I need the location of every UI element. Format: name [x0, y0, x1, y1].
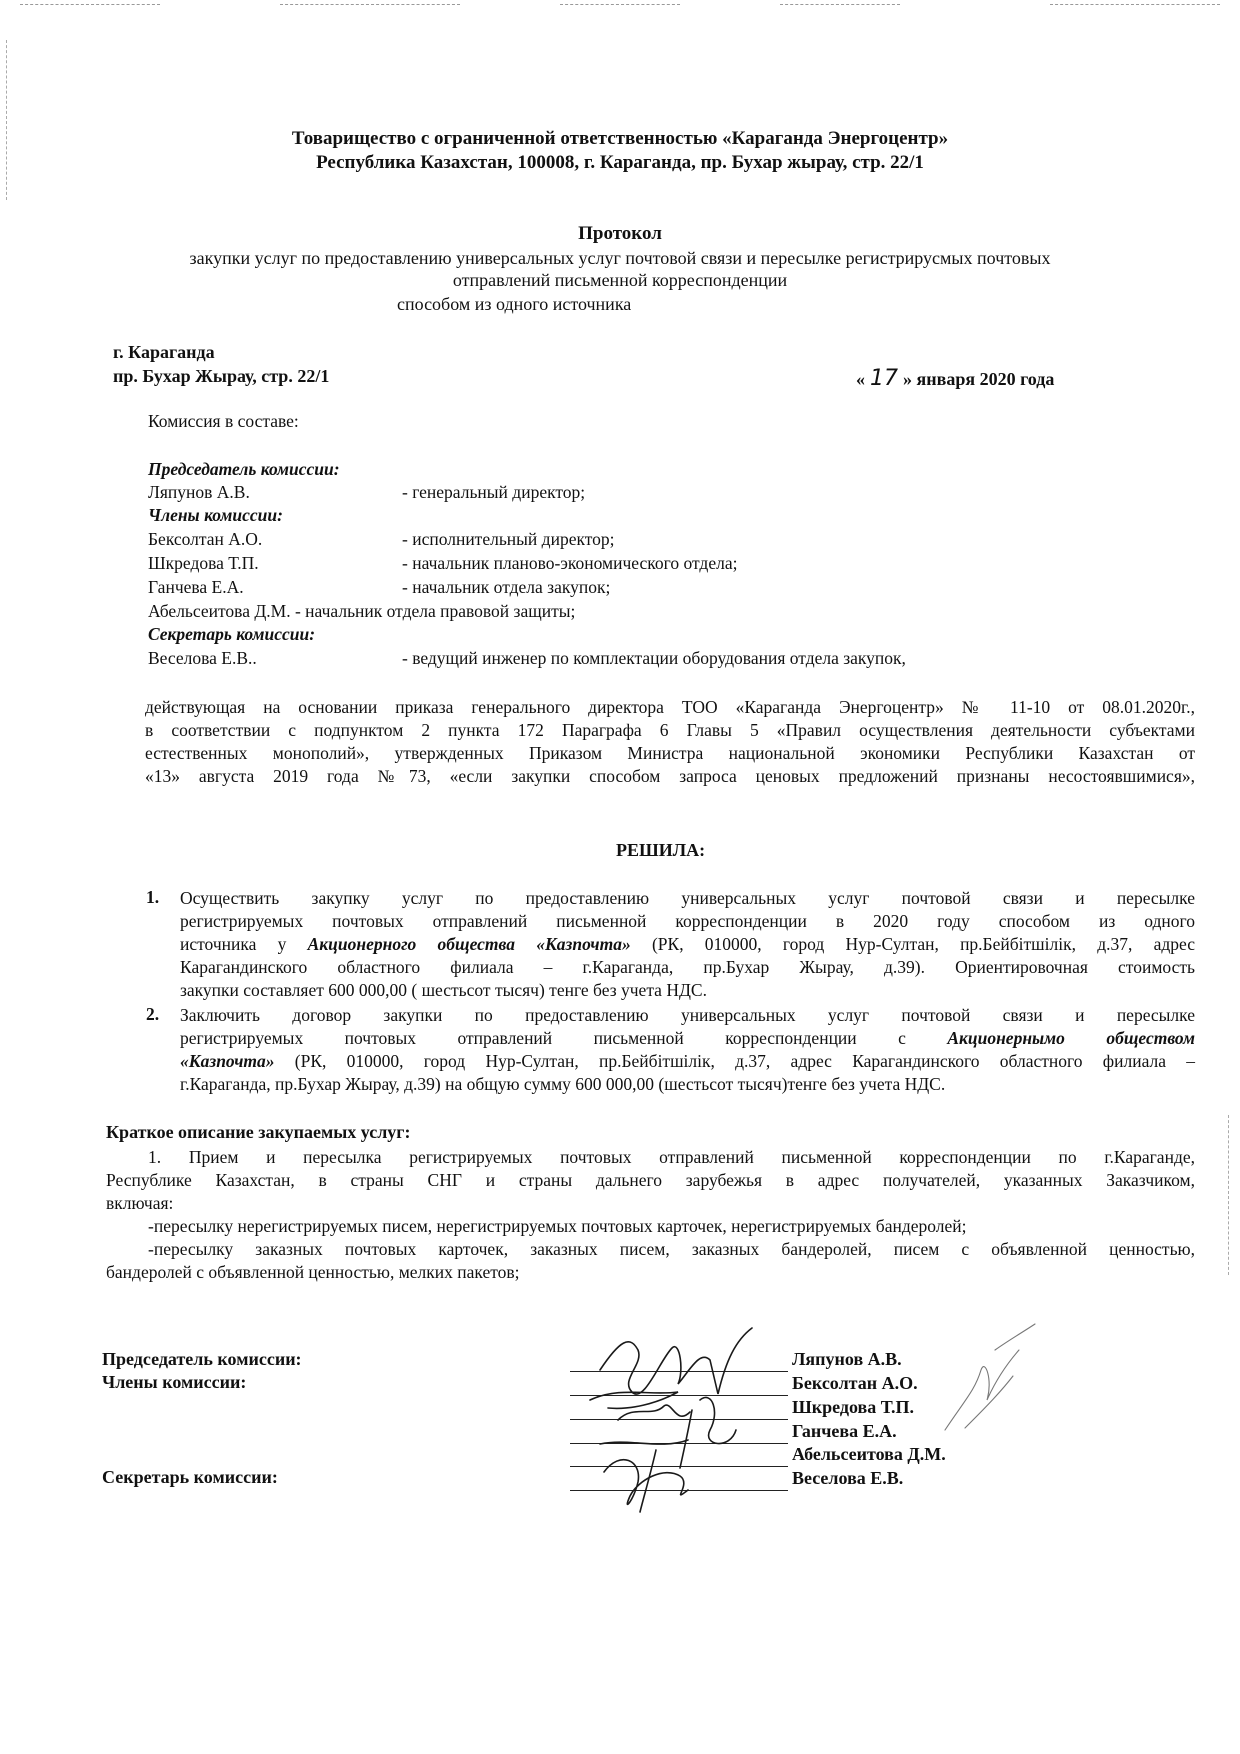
chair-role: - генеральный директор; — [402, 482, 586, 502]
handwritten-day: 17 — [870, 366, 898, 391]
scan-artifact-right — [1228, 1115, 1229, 1275]
scan-artifact-top — [20, 4, 160, 5]
secretary-name: Веселова Е.В.. — [148, 648, 257, 668]
decision-item-1: Осуществить закупку услуг по предоставлению универсальных услуг почтовой связи и пересылке регистрируемых почтовых отправлений письменной корреспонденции в 2020 году способом из одного источника у Акционерного общества «Казпочта» (РК, 010000, город Нур-Султан, пр.Бейбітшілік, д.37, адрес Карагандинского областного филиала – г.Караганда, пр.Бухар Жырау, д.39). Ориентировочная стоимость закупки составляет 600 000,00 ( шестьсот тысяч) тенге без учета НДС. — [180, 888, 1195, 1000]
supplier-name: Акционернымо обществом — [947, 1028, 1195, 1048]
organization-name: Товарищество с ограниченной ответственностью «Караганда Энергоцентр» — [291, 128, 949, 149]
scan-artifact-top — [560, 4, 680, 5]
member-name: Шкредова Т.П. — [148, 553, 259, 573]
member-name: Бексолтан А.О. — [148, 529, 263, 549]
signature-chair-label: Председатель комиссии: — [102, 1349, 302, 1369]
scan-artifact-left — [6, 40, 7, 200]
place-street: пр. Бухар Жырау, стр. 22/1 — [113, 366, 330, 386]
chair-name: Ляпунов А.В. — [148, 482, 250, 502]
member-entry: Абельсеитова Д.М. - начальник отдела правовой защиты; — [148, 601, 576, 621]
supplier-name: «Казпочта» — [180, 1051, 275, 1071]
handwritten-initials — [935, 1310, 1045, 1450]
decision-item-2: Заключить договор закупки по предоставлению универсальных услуг почтовой связи и пересылке регистрируемых почтовых отправлений письменной корреспонденции с Акционернымо обществом «Казпочта» (РК, 010000, город Нур-Султан, пр.Бейбітшілік, д.37, адрес Карагандинского областного филиала – г.Караганда, пр.Бухар Жырау, д.39) на общую сумму 600 000,00 (шестьсот тысяч)тенге без учета НДС. — [180, 1005, 1195, 1094]
commission-intro: Комиссия в составе: — [148, 411, 299, 431]
basis-paragraph: действующая на основании приказа генерального директора ТОО «Караганда Энергоцентр» № 11-10 от 08.01.2020г., в соответствии с подпунктом 2 пункта 172 Параграфа 6 Главы 5 «Правил осуществления деятельности субъектами естественных монополий», утвержденных Приказом Министра национальной экономики Республики Казахстан от «13» августа 2019 года №73, «если закупки способом запроса ценовых предложений признаны несостоявшимися», — [145, 697, 1195, 786]
signatory-name: Шкредова Т.П. — [792, 1397, 914, 1417]
document-date: « 17 » января 2020 года — [856, 366, 1055, 391]
chair-heading: Председатель комиссии: — [148, 459, 340, 479]
scan-artifact-top — [280, 4, 460, 5]
signatory-name: Абельсеитова Д.М. — [792, 1444, 946, 1464]
member-name: Ганчева Е.А. — [148, 577, 244, 597]
handwritten-signatures — [560, 1300, 820, 1520]
organization-address: Республика Казахстан, 100008, г. Караганда, пр. Бухар жырау, стр. 22/1 — [316, 152, 924, 173]
member-role: - начальник планово-экономического отдела; — [402, 553, 738, 573]
services-paragraph: 1. Прием и пересылка регистрируемых почтовых отправлений письменной корреспонденции по г.Караганде, Республике Казахстан, в страны СНГ и страны дальнего зарубежья в адрес получателей, указанных Заказчиком, включая: -пересылку нерегистрируемых писем, нерегистрируемых почтовых карточек, нерегистрируемых бандеролей; -пересылку заказных почтовых карточек, заказных писем, заказных бандеролей, писем с объявленной ценностью, бандеролей с объявленной ценностью, мелких пакетов; — [106, 1147, 1195, 1282]
signatory-name: Ганчева Е.А. — [792, 1421, 897, 1441]
scan-artifact-top — [780, 4, 900, 5]
signatory-name: Веселова Е.В. — [792, 1468, 904, 1488]
secretary-role: - ведущий инженер по комплектации оборудования отдела закупок, — [402, 648, 906, 668]
decision-heading: РЕШИЛА: — [616, 840, 706, 860]
scan-artifact-top — [1050, 4, 1220, 5]
member-role: - исполнительный директор; — [402, 529, 615, 549]
document-subtitle: отправлений письменной корреспонденции — [452, 270, 788, 290]
signature-secretary-label: Секретарь комиссии: — [102, 1467, 278, 1487]
signatory-name: Бексолтан А.О. — [792, 1373, 918, 1393]
signatory-name: Ляпунов А.В. — [792, 1349, 902, 1369]
supplier-name: Акционерного общества «Казпочта» — [307, 934, 631, 954]
member-role: - начальник отдела закупок; — [402, 577, 611, 597]
services-heading: Краткое описание закупаемых услуг: — [106, 1122, 411, 1142]
signature-members-label: Члены комиссии: — [102, 1372, 247, 1392]
document-subtitle: способом из одного источника — [397, 294, 632, 314]
document-subtitle: закупки услуг по предоставлению универсальных услуг почтовой связи и пересылке регистрирусмых почтовых — [189, 248, 1051, 268]
place-city: г. Караганда — [113, 342, 215, 362]
decision-item-number: 1. — [146, 887, 160, 907]
secretary-heading: Секретарь комиссии: — [148, 624, 316, 644]
decision-item-number: 2. — [146, 1004, 160, 1024]
members-heading: Члены комиссии: — [148, 505, 283, 525]
document-title: Протокол — [578, 223, 662, 244]
